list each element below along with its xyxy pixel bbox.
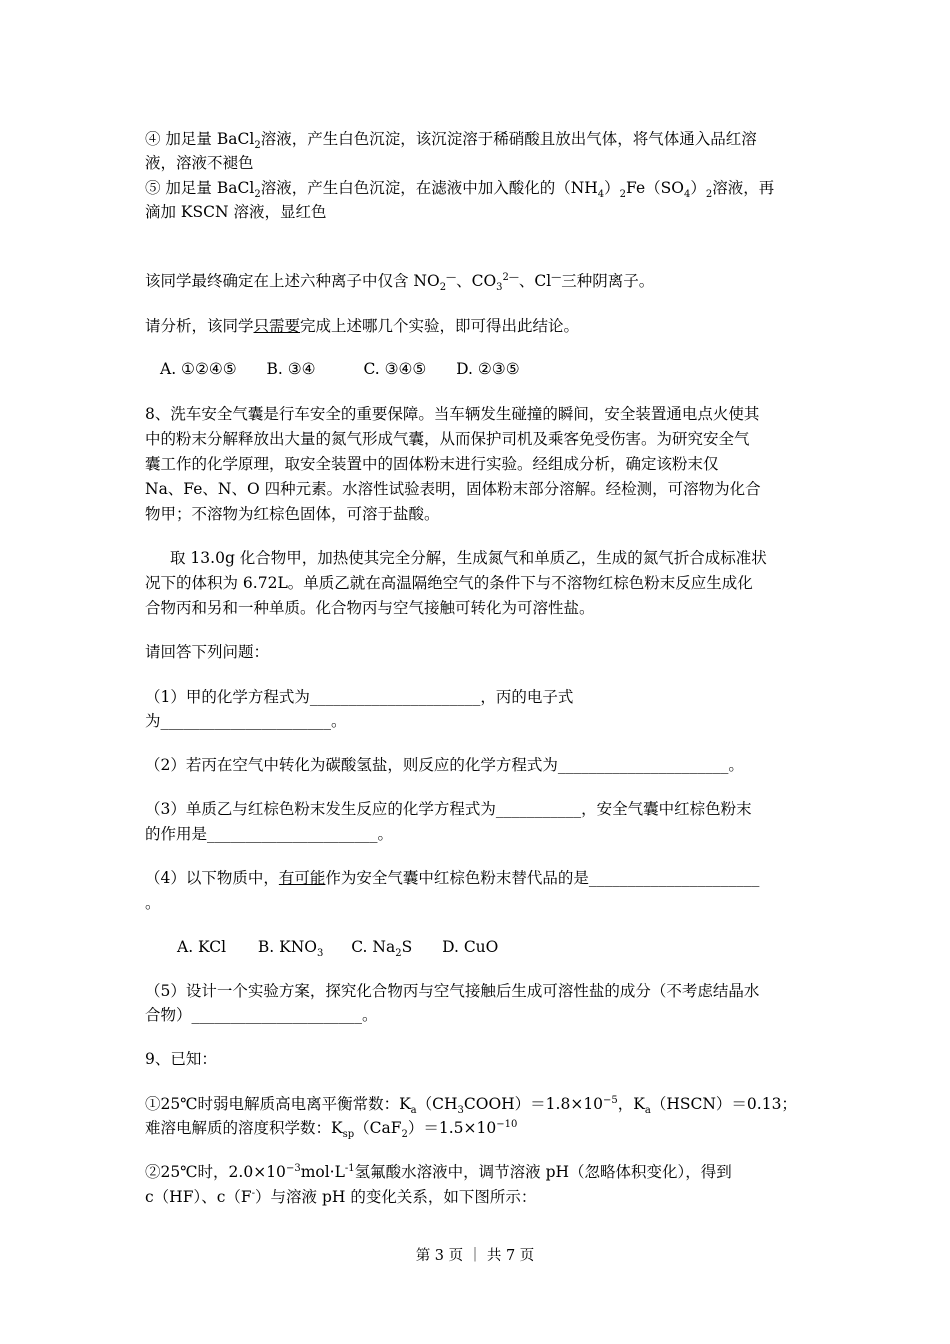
q9-k2 bbox=[145, 1117, 517, 1139]
q7-step5-line2: 滴加 KSCN 溶液，显红色 bbox=[145, 203, 327, 221]
superscript: −5 bbox=[603, 1094, 618, 1106]
text: ，K bbox=[617, 1095, 645, 1113]
q8-s1-line1 bbox=[145, 686, 573, 708]
option-a: A. ①②④⑤ bbox=[160, 360, 237, 378]
text: S bbox=[401, 938, 413, 956]
text: 溶液，再 bbox=[712, 179, 775, 197]
q8-intro-line: 物甲；不溶物为红棕色固体，可溶于盐酸。 bbox=[145, 505, 440, 523]
text: 。 bbox=[331, 712, 347, 730]
subscript: 3 bbox=[457, 1105, 464, 1117]
text: 为 bbox=[145, 712, 161, 730]
option-c bbox=[351, 938, 413, 960]
text: 、Cl bbox=[518, 272, 552, 290]
text: ④ 加足量 BaCl bbox=[145, 130, 255, 148]
subscript: 2 bbox=[705, 189, 713, 201]
option-d: D. CuO bbox=[442, 938, 499, 956]
text: （1）甲的化学方程式为 bbox=[145, 688, 310, 706]
q8-intro-line: 8、洗车安全气囊是行车安全的重要保障。当车辆发生碰撞的瞬间，安全装置通电点火使其 bbox=[145, 405, 760, 423]
text: B. KNO bbox=[257, 938, 317, 956]
q8-s5-line2 bbox=[145, 1004, 378, 1026]
option-c: C. ③④⑤ bbox=[363, 360, 427, 378]
subscript: 2 bbox=[395, 948, 402, 960]
text: 该同学最终确定在上述六种离子中仅含 NO bbox=[145, 272, 440, 290]
q8-s4-options bbox=[177, 936, 498, 958]
superscript: −3 bbox=[285, 1162, 301, 1174]
superscript: -1 bbox=[344, 1162, 355, 1174]
text: ）与溶液 pH 的变化关系，如下图所示： bbox=[255, 1188, 537, 1206]
text: ，丙的电子式 bbox=[480, 688, 574, 706]
text: c（HF）、c（F bbox=[145, 1188, 252, 1206]
text: 难溶电解质的溶度积学数：K bbox=[145, 1119, 343, 1137]
text: ）＝1.5×10 bbox=[407, 1119, 497, 1137]
answer-blank[interactable]: ______________________ bbox=[588, 869, 760, 887]
text: 作为安全气囊中红棕色粉末替代品的是 bbox=[325, 869, 589, 887]
text: 三种阴离子。 bbox=[561, 272, 655, 290]
text: （HSCN）＝0.13； bbox=[650, 1095, 797, 1113]
text: 氢氟酸水溶液中，调节溶液 pH（忽略体积变化），得到 bbox=[354, 1163, 732, 1181]
answer-blank[interactable]: ______________________ bbox=[557, 756, 729, 774]
q9-k1 bbox=[145, 1093, 797, 1115]
q8-s2 bbox=[145, 754, 744, 776]
subscript: 2 bbox=[254, 189, 261, 201]
text: ） bbox=[690, 179, 706, 197]
text: 完成上述哪几个实验，即可得出此结论。 bbox=[300, 317, 580, 335]
subscript: a bbox=[410, 1105, 417, 1117]
text: 溶液，产生白色沉淀，在滤液中加入酸化的（NH bbox=[260, 179, 598, 197]
q7-conclusion bbox=[145, 270, 654, 292]
text: ） bbox=[604, 179, 620, 197]
subscript: a bbox=[644, 1105, 651, 1117]
text: 。 bbox=[362, 1006, 378, 1024]
answer-blank[interactable]: ______________________ bbox=[160, 712, 332, 730]
text: ，安全气囊中红棕色粉末 bbox=[581, 800, 752, 818]
option-a: A. KCl bbox=[177, 938, 227, 956]
q7-step4-line2: 液，溶液不褪色 bbox=[145, 154, 254, 172]
q8-para2-line: 取 13.0g 化合物甲，加热使其完全分解，生成氮气和单质乙，生成的氮气折合成标准状 bbox=[170, 549, 767, 567]
q8-s3-line1 bbox=[145, 798, 752, 820]
q7-step4-line1 bbox=[145, 128, 757, 150]
text: mol·L bbox=[300, 1163, 345, 1181]
text: C. Na bbox=[351, 938, 396, 956]
q7-question bbox=[145, 315, 579, 337]
text: 的作用是 bbox=[145, 825, 208, 843]
answer-blank[interactable]: ______________________ bbox=[191, 1006, 363, 1024]
q8-s1-line2 bbox=[145, 710, 347, 732]
subscript: 3 bbox=[317, 948, 324, 960]
subscript: 4 bbox=[597, 189, 605, 201]
text: 溶液，产生白色沉淀，该沉淀溶于稀硝酸且放出气体，将气体通入品红溶 bbox=[260, 130, 757, 148]
q8-s4-line1 bbox=[145, 867, 759, 889]
answer-blank[interactable]: ______________________ bbox=[207, 825, 378, 843]
subscript: 2 bbox=[254, 140, 261, 152]
q8-s4-line2: 。 bbox=[145, 894, 161, 912]
answer-blank[interactable]: ______________________ bbox=[309, 688, 481, 706]
subscript: 2 bbox=[439, 282, 447, 294]
text: 请分析，该同学 bbox=[145, 317, 254, 335]
q8-s3-line2 bbox=[145, 823, 393, 845]
text: （4）以下物质中， bbox=[145, 869, 279, 887]
underlined-text: 只需要 bbox=[253, 317, 301, 335]
q8-para2-line: 况下的体积为 6.72L。单质乙就在高温隔绝空气的条件下与不溶物红棕色粉末反应生成化 bbox=[145, 574, 753, 592]
text: （CaF bbox=[354, 1119, 402, 1137]
subscript: sp bbox=[342, 1129, 355, 1141]
text: 合物） bbox=[145, 1006, 192, 1024]
text: （CH bbox=[416, 1095, 458, 1113]
q8-para2-line: 合物丙和另和一种单质。化合物丙与空气接触可转化为可溶性盐。 bbox=[145, 599, 595, 617]
text: Fe（SO bbox=[626, 179, 684, 197]
q8-intro-line: 中的粉末分解释放出大量的氮气形成气囊，从而保护司机及乘客免受伤害。为研究安全气 bbox=[145, 430, 750, 448]
subscript: 3 bbox=[496, 282, 503, 294]
q9-head: 9、已知： bbox=[145, 1050, 217, 1068]
text: 。 bbox=[377, 825, 394, 843]
answer-blank[interactable]: ___________ bbox=[495, 800, 582, 818]
option-b: B. ③④ bbox=[266, 360, 316, 378]
q7-step5-line1 bbox=[145, 177, 774, 199]
text: 、CO bbox=[456, 272, 497, 290]
text: ①25℃时弱电解质高电离平衡常数：K bbox=[145, 1095, 411, 1113]
text: （3）单质乙与红棕色粉末发生反应的化学方程式为 bbox=[145, 800, 496, 818]
q9-k3-line2 bbox=[145, 1186, 536, 1208]
text: 。 bbox=[728, 756, 744, 774]
superscript: −10 bbox=[496, 1118, 518, 1130]
text: ⑤ 加足量 BaCl bbox=[145, 179, 255, 197]
subscript: 2 bbox=[401, 1129, 408, 1141]
text: （2）若丙在空气中转化为碳酸氢盐，则反应的化学方程式为 bbox=[145, 756, 558, 774]
superscript: - bbox=[251, 1187, 256, 1199]
text: COOH）＝1.8×10 bbox=[463, 1095, 604, 1113]
option-d: D. ②③⑤ bbox=[456, 360, 520, 378]
superscript: — bbox=[446, 271, 457, 283]
subscript: 2 bbox=[619, 189, 627, 201]
q8-intro-line: Na、Fe、N、O 四种元素。水溶性试验表明，固体粉末部分溶解。经检测，可溶物为化合 bbox=[145, 480, 761, 498]
underlined-text: 有可能 bbox=[278, 869, 326, 887]
option-b bbox=[257, 938, 324, 960]
q8-intro-line: 囊工作的化学原理，取安全装置中的固体粉末进行实验。经组成分析，确定该粉末仅 bbox=[145, 455, 719, 473]
q8-prompt: 请回答下列问题： bbox=[145, 643, 270, 661]
text: ②25℃时，2.0×10 bbox=[145, 1163, 286, 1181]
q8-s5-line1: （5）设计一个实验方案，探究化合物丙与空气接触后生成可溶性盐的成分（不考虑结晶水 bbox=[145, 982, 760, 1000]
superscript: — bbox=[551, 271, 562, 283]
q7-options bbox=[160, 358, 520, 380]
page-footer: 第 3 页 ｜ 共 7 页 bbox=[415, 1248, 535, 1264]
superscript: 2— bbox=[502, 271, 519, 283]
subscript: 4 bbox=[683, 189, 691, 201]
q9-k3-line1 bbox=[145, 1161, 732, 1183]
